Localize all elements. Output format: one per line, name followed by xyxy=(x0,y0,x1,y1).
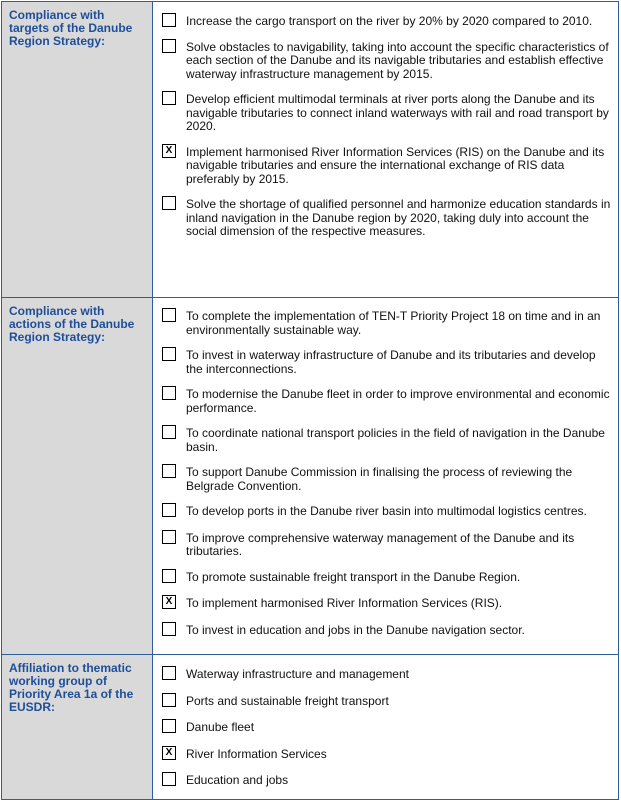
checkbox-checked[interactable]: X xyxy=(162,144,176,158)
option-label: Danube fleet xyxy=(186,720,255,734)
checkbox[interactable] xyxy=(162,39,176,53)
option-item[interactable] xyxy=(162,41,618,82)
option-label: Solve the shortage of qualified personnel and harmonize education standards in inland navigation in the Danube region by 2020, taking duly into account the social dimension of the respective measures. xyxy=(186,197,611,238)
checkbox[interactable] xyxy=(162,772,176,786)
checkbox[interactable] xyxy=(162,91,176,105)
checkbox[interactable] xyxy=(162,503,176,517)
section-label: Affiliation to thematic working group of Priority Area 1a of the EUSDR: xyxy=(2,655,153,799)
option-label: To invest in waterway infrastructure of Danube and its tributaries and develop the interconnections. xyxy=(186,348,596,376)
option-item[interactable] xyxy=(162,388,618,415)
option-item[interactable] xyxy=(162,198,618,239)
checkbox[interactable] xyxy=(162,347,176,361)
option-label: Education and jobs xyxy=(186,773,289,787)
option-item[interactable] xyxy=(162,668,618,682)
option-item[interactable] xyxy=(162,15,618,29)
option-label: To invest in education and jobs in the Danube navigation sector. xyxy=(186,622,525,637)
option-item[interactable] xyxy=(162,571,618,585)
option-item[interactable] xyxy=(162,532,618,559)
checkbox-checked[interactable]: X xyxy=(162,746,176,760)
option-item[interactable] xyxy=(162,310,618,337)
option-item[interactable] xyxy=(162,93,618,134)
section-actions xyxy=(2,298,618,655)
option-item[interactable] xyxy=(162,427,618,454)
section-label: Compliance with targets of the Danube Region Strategy: xyxy=(2,2,153,297)
option-item[interactable] xyxy=(162,597,618,611)
option-label: Solve obstacles to navigability, taking into account the specific characteristics of each section of the Danube and its navigable tributaries and establish effective waterway infrastructure management by 2015. xyxy=(186,39,609,81)
option-label: Waterway infrastructure and management xyxy=(186,667,409,681)
option-label: To implement harmonised River Information Services (RIS). xyxy=(186,596,503,610)
option-label: River Information Services xyxy=(186,746,327,761)
option-item[interactable] xyxy=(162,695,618,709)
option-item[interactable] xyxy=(162,721,618,735)
form-table xyxy=(1,1,619,800)
checkbox[interactable] xyxy=(162,530,176,544)
checkbox[interactable] xyxy=(162,196,176,210)
option-label: To modernise the Danube fleet in order to improve environmental and economic performance. xyxy=(186,387,610,415)
option-label: Develop efficient multimodal terminals at river ports along the Danube and its navigable tributaries to connect inland waterways with rail and road transport by 2020. xyxy=(186,92,609,133)
option-label: Ports and sustainable freight transport xyxy=(186,693,389,708)
checkbox[interactable] xyxy=(162,13,176,27)
section-affiliation xyxy=(2,655,618,800)
option-item[interactable] xyxy=(162,624,618,638)
checkbox[interactable] xyxy=(162,622,176,636)
option-label: To support Danube Commission in finalising the process of reviewing the Belgrade Convention. xyxy=(186,465,573,493)
option-label: To improve comprehensive waterway management of the Danube and its tributaries. xyxy=(186,530,575,558)
option-item[interactable] xyxy=(162,466,618,493)
option-item[interactable] xyxy=(162,774,618,788)
option-item[interactable] xyxy=(162,748,618,762)
option-label: To complete the implementation of TEN-T Priority Project 18 on time and in an environmentally sustainable way. xyxy=(186,309,601,337)
checkbox[interactable] xyxy=(162,464,176,478)
checkbox[interactable] xyxy=(162,719,176,733)
section-label: Compliance with actions of the Danube Region Strategy: xyxy=(2,298,153,654)
option-item[interactable] xyxy=(162,146,618,187)
section-targets xyxy=(2,2,618,298)
option-label: To promote sustainable freight transport in the Danube Region. xyxy=(186,569,521,584)
option-item[interactable] xyxy=(162,349,618,376)
checkbox[interactable] xyxy=(162,666,176,680)
option-label: Implement harmonised River Information Services (RIS) on the Danube and its navigable tributaries and ensure the international exchange of RIS data preferably by 2015. xyxy=(186,144,605,186)
option-label: To coordinate national transport policies in the field of navigation in the Danube basin. xyxy=(186,426,605,454)
checkbox[interactable] xyxy=(162,569,176,583)
option-label: To develop ports in the Danube river basin into multimodal logistics centres. xyxy=(186,504,587,518)
checkbox[interactable] xyxy=(162,693,176,707)
options-list xyxy=(153,2,618,297)
checkbox[interactable] xyxy=(162,308,176,322)
checkbox-checked[interactable]: X xyxy=(162,595,176,609)
checkbox[interactable] xyxy=(162,386,176,400)
options-list xyxy=(153,298,618,654)
options-list xyxy=(153,655,618,799)
option-item[interactable] xyxy=(162,505,618,519)
checkbox[interactable] xyxy=(162,425,176,439)
option-label: Increase the cargo transport on the river by 20% by 2020 compared to 2010. xyxy=(186,14,593,28)
